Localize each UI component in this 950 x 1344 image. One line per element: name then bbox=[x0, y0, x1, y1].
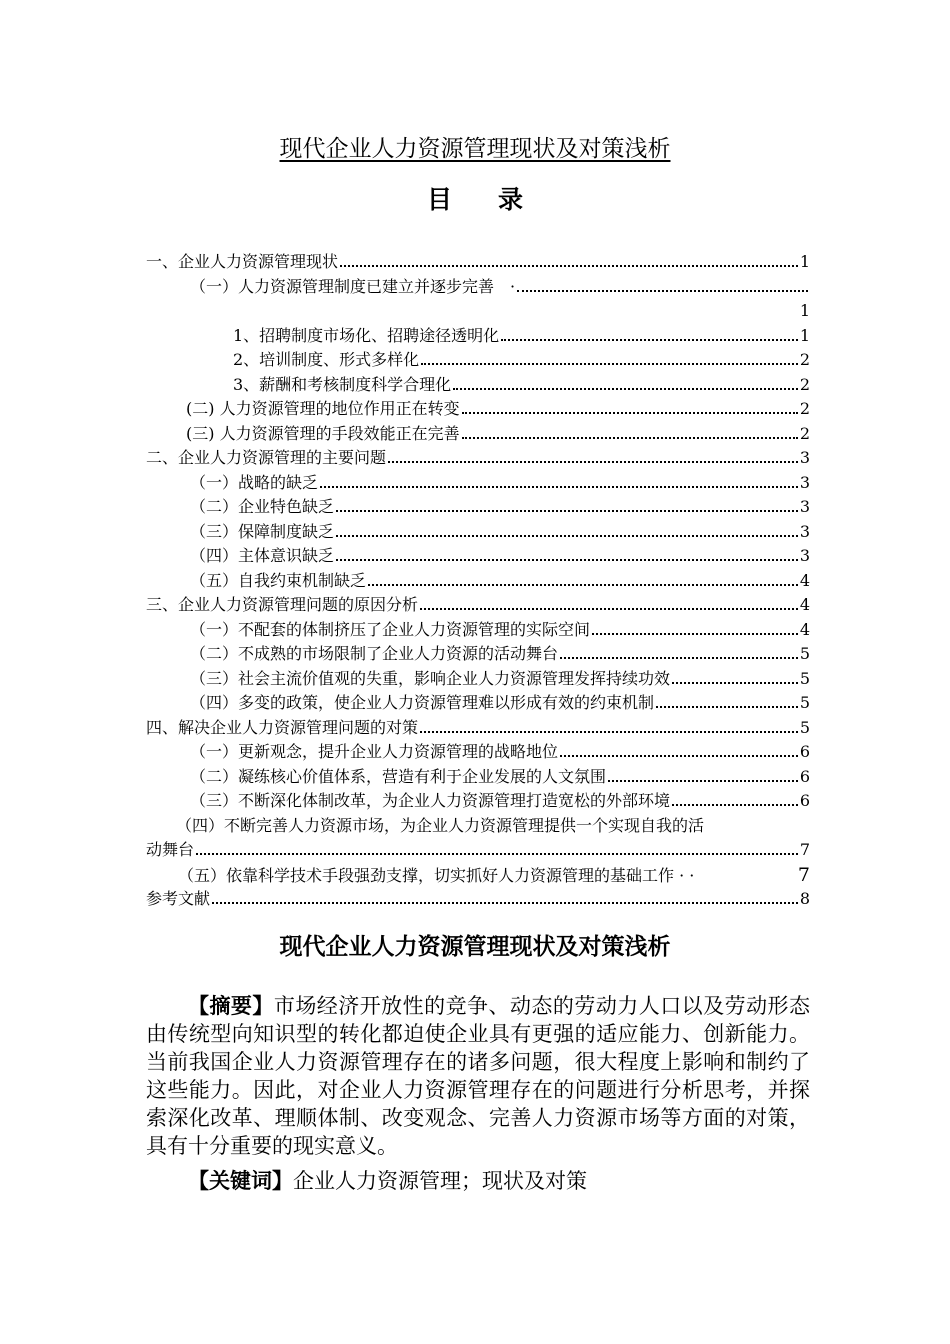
toc-entry-1-1-2[interactable] bbox=[146, 348, 810, 373]
toc-entry-references[interactable] bbox=[146, 887, 810, 912]
toc-entry-1-3[interactable] bbox=[146, 422, 810, 447]
toc-entry-page: 2 bbox=[799, 399, 810, 418]
toc-entry-page: 2 bbox=[799, 423, 810, 443]
abstract-label: 【摘要】 bbox=[188, 994, 274, 1018]
toc-entry-1-1[interactable] bbox=[146, 275, 810, 300]
keywords-label: 【关键词】 bbox=[188, 1169, 293, 1193]
toc-leader-dots bbox=[672, 804, 798, 806]
toc-leader-dots bbox=[672, 682, 798, 684]
toc-entry-2-3[interactable] bbox=[146, 520, 810, 545]
toc-leader-dots bbox=[336, 510, 798, 512]
toc-leader-dots bbox=[560, 755, 798, 757]
document-title bbox=[0, 134, 950, 164]
toc-entry-label: （一）更新观念，提升企业人力资源管理的战略地位 bbox=[190, 742, 559, 761]
toc-leader-dots bbox=[388, 461, 798, 463]
toc-entry-4-4-continued[interactable] bbox=[146, 838, 810, 863]
body-title: 现代企业人力资源管理现状及对策浅析 bbox=[279, 934, 671, 960]
toc-leader-dots bbox=[320, 486, 798, 488]
toc-leader-dots bbox=[421, 363, 798, 365]
table-of-contents bbox=[146, 250, 810, 912]
toc-entry-label: 二、企业人力资源管理的主要问题 bbox=[146, 448, 387, 467]
toc-entry-page: 4 bbox=[799, 570, 810, 590]
toc-entry-label: (二) 人力资源管理的地位作用正在转变 bbox=[186, 399, 460, 418]
toc-entry-label: 参考文献 bbox=[146, 889, 211, 908]
toc-leader-dots bbox=[656, 706, 798, 708]
abstract-text: 市场经济开放性的竞争、动态的劳动力人口以及劳动形态由传统型向知识型的转化都迫使企业具有更强的适应能力、创新能力。当前我国企业人力资源管理存在的诸多问题，很大程度上影响和制约了这些能力。因此，对企业人力资源管理存在的问题进行分析思考，并探索深化改革、理顺体制、改变观念、完善人力资源市场等方面的对策，具有十分重要的现实意义。 bbox=[146, 994, 810, 1158]
toc-entry-3-4[interactable] bbox=[146, 691, 810, 716]
toc-entry-2-5[interactable] bbox=[146, 569, 810, 594]
toc-entry-1-1-page[interactable]: 1 bbox=[799, 301, 810, 320]
toc-entry-label: 四、解决企业人力资源管理问题的对策 bbox=[146, 717, 419, 737]
toc-entry-page: 3 bbox=[799, 546, 810, 565]
toc-entry-label: （四）主体意识缺乏 bbox=[190, 546, 335, 565]
toc-entry-3-1[interactable] bbox=[146, 618, 810, 643]
toc-entry-label: 1、招聘制度市场化、招聘途径透明化 bbox=[233, 325, 500, 345]
toc-entry-label: （二）企业特色缺乏 bbox=[190, 497, 335, 516]
toc-entry-label: 3、薪酬和考核制度科学合理化 bbox=[233, 374, 452, 394]
toc-entry-1-1-3[interactable] bbox=[146, 373, 810, 398]
toc-entry-label: （二）不成熟的市场限制了企业人力资源的活动舞台 bbox=[190, 644, 559, 663]
toc-leader-dots bbox=[420, 731, 798, 733]
toc-entry-1-2[interactable] bbox=[146, 397, 810, 422]
toc-entry-label: (三) 人力资源管理的手段效能正在完善 bbox=[186, 423, 460, 443]
toc-entry-page: 1 bbox=[799, 325, 810, 345]
toc-entry-4[interactable] bbox=[146, 716, 810, 741]
toc-entry-page: 6 bbox=[799, 766, 810, 786]
toc-entry-page: 7 bbox=[799, 840, 810, 859]
toc-leader-dots bbox=[462, 437, 798, 439]
toc-entry-page: 3 bbox=[799, 448, 810, 467]
toc-entry-page: 5 bbox=[799, 693, 810, 712]
toc-leader-dots bbox=[420, 608, 798, 610]
toc-leader-dots bbox=[368, 584, 798, 586]
toc-entry-page: 3 bbox=[799, 497, 810, 516]
toc-entry-page: 1 bbox=[799, 252, 810, 271]
toc-entry-4-5[interactable] bbox=[146, 863, 810, 888]
toc-entry-label: （二）凝练核心价值体系，营造有利于企业发展的人文氛围 bbox=[190, 766, 607, 786]
toc-entry-label: （三）保障制度缺乏 bbox=[190, 521, 335, 541]
toc-entry-2-4[interactable] bbox=[146, 544, 810, 569]
toc-entry-label: 三、企业人力资源管理问题的原因分析 bbox=[146, 595, 419, 614]
toc-entry-1[interactable] bbox=[146, 250, 810, 275]
toc-entry-page: 6 bbox=[799, 742, 810, 761]
toc-entry-label: （一）不配套的体制挤压了企业人力资源管理的实际空间 bbox=[190, 619, 591, 639]
abstract-paragraph bbox=[146, 992, 810, 1160]
toc-entry-page: 7 bbox=[797, 863, 810, 886]
toc-entry-2-2[interactable] bbox=[146, 495, 810, 520]
toc-leader-dots bbox=[592, 633, 798, 635]
toc-entry-label: 2、培训制度、形式多样化 bbox=[233, 350, 420, 369]
toc-entry-label: （四）多变的政策，使企业人力资源管理难以形成有效的约束机制 bbox=[190, 693, 655, 712]
toc-entry-4-4[interactable]: （四）不断完善人力资源市场，为企业人力资源管理提供一个实现自我的活 bbox=[176, 815, 705, 835]
toc-entry-4-1[interactable] bbox=[146, 740, 810, 765]
toc-entry-label: （三）社会主流价值观的失重，影响企业人力资源管理发挥持续功效 bbox=[190, 668, 671, 688]
document-title-text: 现代企业人力资源管理现状及对策浅析 bbox=[279, 136, 671, 162]
toc-leader-dots bbox=[560, 657, 798, 659]
toc-entry-4-3[interactable] bbox=[146, 789, 810, 814]
toc-leader-dots bbox=[462, 412, 798, 414]
toc-leader-dots bbox=[336, 535, 798, 537]
toc-leader-dots bbox=[608, 780, 798, 782]
toc-entry-3[interactable] bbox=[146, 593, 810, 618]
toc-entry-page: 6 bbox=[799, 791, 810, 810]
toc-entry-2[interactable] bbox=[146, 446, 810, 471]
keywords-paragraph bbox=[146, 1167, 810, 1195]
toc-leader-dots bbox=[517, 290, 808, 292]
keywords-text: 企业人力资源管理；现状及对策 bbox=[293, 1169, 587, 1193]
toc-entry-4-2[interactable] bbox=[146, 765, 810, 790]
toc-leader-dots bbox=[501, 339, 798, 341]
toc-entry-page: 5 bbox=[799, 717, 810, 737]
toc-entry-page: 8 bbox=[799, 889, 810, 908]
toc-entry-page: 2 bbox=[799, 350, 810, 369]
toc-leader-dots bbox=[212, 902, 798, 904]
toc-heading: 目录 bbox=[426, 185, 569, 214]
toc-entry-page: 5 bbox=[799, 644, 810, 663]
toc-entry-page: 4 bbox=[799, 619, 810, 639]
toc-entry-2-1[interactable] bbox=[146, 471, 810, 496]
toc-entry-1-1-1[interactable] bbox=[146, 324, 810, 349]
toc-entry-label: （三）不断深化体制改革，为企业人力资源管理打造宽松的外部环境 bbox=[190, 791, 671, 810]
toc-entry-page: 5 bbox=[799, 668, 810, 688]
toc-leader-dots bbox=[336, 559, 798, 561]
toc-leader-dots bbox=[196, 853, 798, 855]
toc-entry-page: 2 bbox=[799, 374, 810, 394]
toc-leader-dots bbox=[453, 388, 798, 390]
toc-entry-page: 3 bbox=[799, 521, 810, 541]
toc-entry-3-2[interactable] bbox=[146, 642, 810, 667]
toc-entry-label: 动舞台 bbox=[146, 840, 195, 859]
toc-entry-page: 4 bbox=[799, 595, 810, 614]
toc-entry-label: 一、企业人力资源管理现状 bbox=[146, 252, 339, 271]
toc-leader-dots bbox=[340, 265, 798, 267]
toc-entry-label: （一）战略的缺乏 bbox=[190, 472, 319, 492]
toc-entry-3-3[interactable] bbox=[146, 667, 810, 692]
toc-entry-page: 3 bbox=[799, 472, 810, 492]
toc-entry-label: （一）人力资源管理制度已建立并逐步完善 · bbox=[190, 276, 516, 296]
toc-entry-label: （五）依靠科学技术手段强劲支撑，切实抓好人力资源管理的基础工作 · · bbox=[178, 865, 695, 885]
toc-entry-label: （五）自我约束机制缺乏 bbox=[190, 570, 367, 590]
